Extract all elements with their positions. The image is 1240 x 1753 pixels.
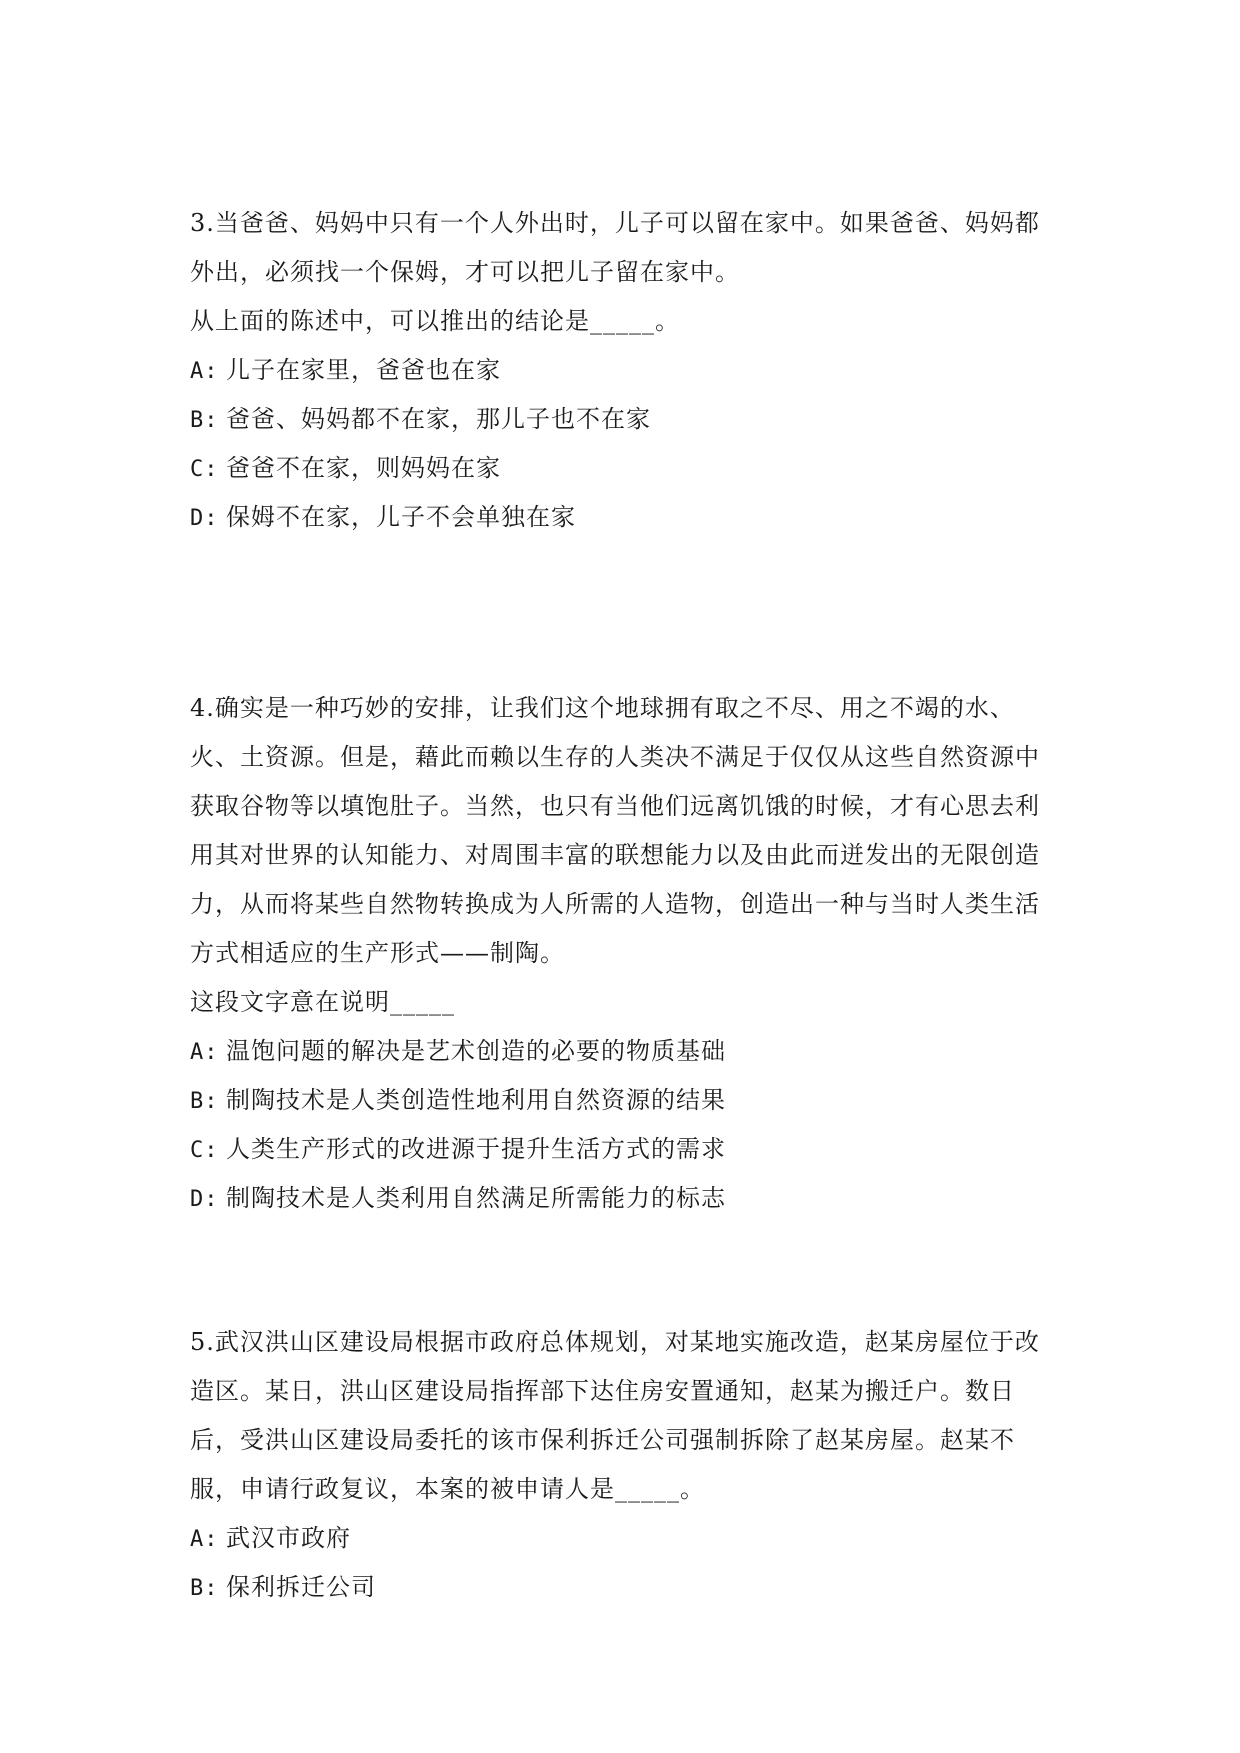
question-stem-line: 5.武汉洪山区建设局根据市政府总体规划，对某地实施改造，赵某房屋位于改 xyxy=(190,1328,1040,1356)
option-c xyxy=(190,444,1050,493)
question-stem-line: 3.当爸爸、妈妈中只有一个人外出时，儿子可以留在家中。如果爸爸、妈妈都 xyxy=(190,209,1040,237)
question-stem-line: 4.确实是一种巧妙的安排，让我们这个地球拥有取之不尽、用之不竭的水、 xyxy=(190,694,1015,722)
option-letter: B: xyxy=(190,1089,219,1114)
option-text: 儿子在家里，爸爸也在家 xyxy=(226,356,501,384)
option-letter: D: xyxy=(190,1187,219,1212)
question-5 xyxy=(190,1318,1050,1612)
option-text: 保利拆迁公司 xyxy=(226,1573,376,1601)
option-letter: D: xyxy=(190,506,219,531)
option-text: 保姆不在家，儿子不会单独在家 xyxy=(226,503,576,531)
option-text: 人类生产形式的改进源于提升生活方式的需求 xyxy=(226,1135,726,1163)
option-text: 制陶技术是人类利用自然满足所需能力的标志 xyxy=(226,1184,726,1212)
question-stem-line: 火、土资源。但是，藉此而赖以生存的人类决不满足于仅仅从这些自然资源中 xyxy=(190,743,1040,771)
option-c xyxy=(190,1125,1050,1174)
option-text: 温饱问题的解决是艺术创造的必要的物质基础 xyxy=(226,1037,726,1065)
option-letter: B: xyxy=(190,408,219,433)
question-4 xyxy=(190,684,1050,1223)
option-a xyxy=(190,346,1050,395)
question-stem-line: 用其对世界的认知能力、对周围丰富的联想能力以及由此而迸发出的无限创造 xyxy=(190,841,1040,869)
question-prompt: 服，申请行政复议，本案的被申请人是_____。 xyxy=(190,1475,705,1503)
option-letter: C: xyxy=(190,457,219,482)
option-b xyxy=(190,1076,1050,1125)
question-prompt: 从上面的陈述中，可以推出的结论是_____。 xyxy=(190,307,680,335)
question-3 xyxy=(190,199,1050,542)
option-a xyxy=(190,1514,1050,1563)
option-b xyxy=(190,1563,1050,1612)
option-d xyxy=(190,493,1050,542)
option-letter: A: xyxy=(190,359,219,384)
question-stem-line: 造区。某日，洪山区建设局指挥部下达住房安置通知，赵某为搬迁户。数日 xyxy=(190,1377,1015,1405)
option-b xyxy=(190,395,1050,444)
option-d xyxy=(190,1174,1050,1223)
question-stem-line: 力，从而将某些自然物转换成为人所需的人造物，创造出一种与当时人类生活 xyxy=(190,890,1040,918)
option-letter: A: xyxy=(190,1040,219,1065)
option-text: 爸爸不在家，则妈妈在家 xyxy=(226,454,501,482)
question-stem-line: 获取谷物等以填饱肚子。当然，也只有当他们远离饥饿的时候，才有心思去利 xyxy=(190,792,1040,820)
option-letter: B: xyxy=(190,1576,219,1601)
option-letter: A: xyxy=(190,1527,219,1552)
question-stem-line: 外出，必须找一个保姆，才可以把儿子留在家中。 xyxy=(190,258,740,286)
option-letter: C: xyxy=(190,1138,219,1163)
option-text: 爸爸、妈妈都不在家，那儿子也不在家 xyxy=(226,405,651,433)
option-text: 武汉市政府 xyxy=(226,1524,351,1552)
option-a xyxy=(190,1027,1050,1076)
question-stem-line: 后，受洪山区建设局委托的该市保利拆迁公司强制拆除了赵某房屋。赵某不 xyxy=(190,1426,1015,1454)
question-stem-line: 方式相适应的生产形式——制陶。 xyxy=(190,939,565,967)
option-text: 制陶技术是人类创造性地利用自然资源的结果 xyxy=(226,1086,726,1114)
question-prompt: 这段文字意在说明_____ xyxy=(190,988,455,1016)
